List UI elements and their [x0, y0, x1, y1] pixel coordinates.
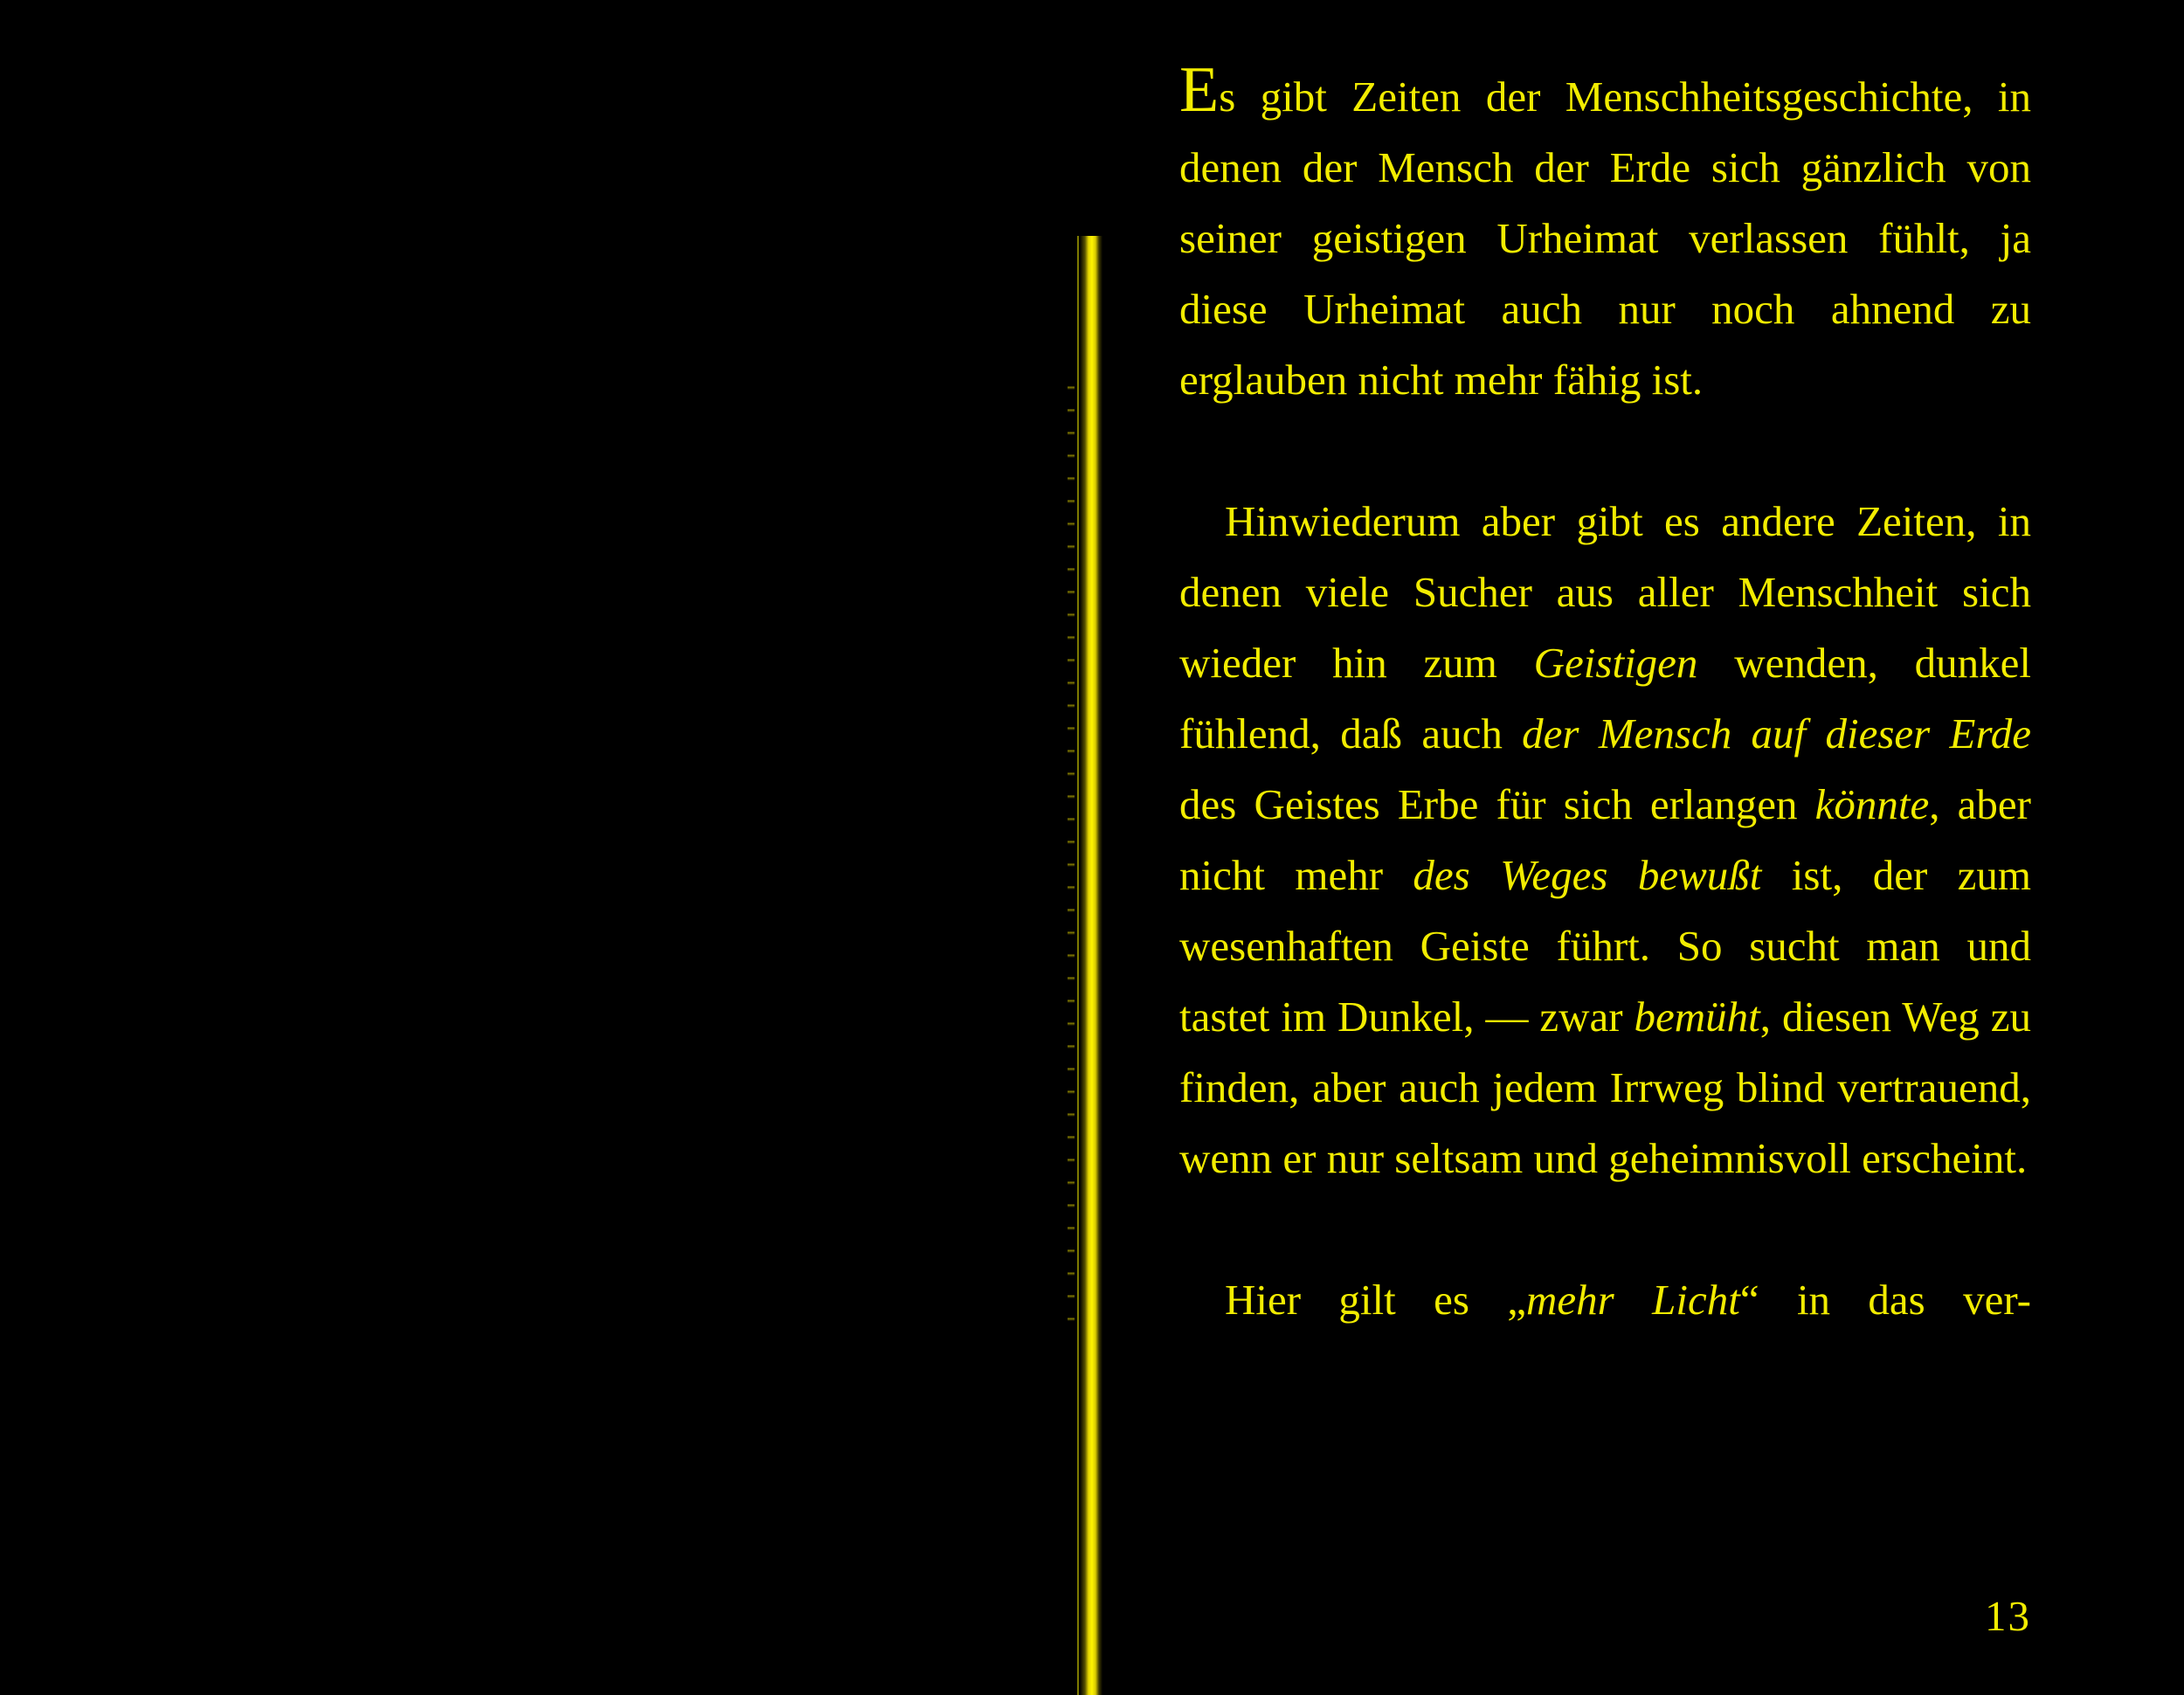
gutter-line [1077, 0, 1079, 1695]
paragraph-3-text: Hier gilt es „ [1225, 1276, 1527, 1324]
page-number: 13 [1985, 1592, 2031, 1640]
paragraph-2-text: ist, der zum wesenhaften Geiste führt. So sucht man und tastet im Dunkel, — zwar [1179, 851, 2031, 1041]
paragraph-1 [1179, 54, 2031, 415]
paragraph-2 [1179, 486, 2031, 1193]
emphasis-bemueht: bemüht [1634, 993, 1760, 1041]
paragraph-2-text: , aber nicht mehr [1179, 780, 2031, 899]
emphasis-koennte: könnte [1814, 780, 1930, 828]
emphasis-mehr-licht: mehr Licht [1526, 1276, 1740, 1324]
emphasis-geistigen: Geistigen [1533, 639, 1698, 687]
body-text [1179, 54, 2031, 1335]
paragraph-2-text: , diesen Weg zu finden, aber auch jedem Irrweg blind vertrauend, wenn er nur seltsam und geheimnisvoll erscheint. [1179, 993, 2031, 1182]
drop-cap: E [1179, 54, 1220, 126]
emphasis-der-mensch-auf-dieser-erde: der Mensch auf dieser Erde [1522, 709, 2031, 758]
right-page [1109, 0, 2184, 1695]
gutter-shadow [1070, 0, 1109, 236]
paragraph-3 [1179, 1264, 2031, 1335]
paragraph-2-text: wenden, dunkel fühlend, daß auch [1179, 639, 2031, 758]
paragraph-2-text: des Geistes Erbe für sich erlangen [1179, 780, 1815, 828]
paragraph-2-text: Hinwiederum aber gibt es andere Zeiten, in denen viele Sucher aus aller Menschheit sich wieder hin zum [1179, 497, 2031, 687]
paragraph-1-text: s gibt Zeiten der Menschheitsgeschichte, in denen der Mensch der Erde sich gänzlich von seiner geistigen Urheimat verlassen fühlt, ja diese Urheimat auch nur noch ahnend zu erglauben nicht mehr fähig ist. [1179, 73, 2031, 404]
paragraph-3-text: “ in das ver- [1739, 1276, 2031, 1324]
page-edge [1080, 0, 1102, 1695]
emphasis-des-weges-bewusst: des Weges bewußt [1413, 851, 1762, 899]
left-page-blank [0, 0, 1070, 1695]
page-edge-texture [1068, 367, 1075, 1328]
